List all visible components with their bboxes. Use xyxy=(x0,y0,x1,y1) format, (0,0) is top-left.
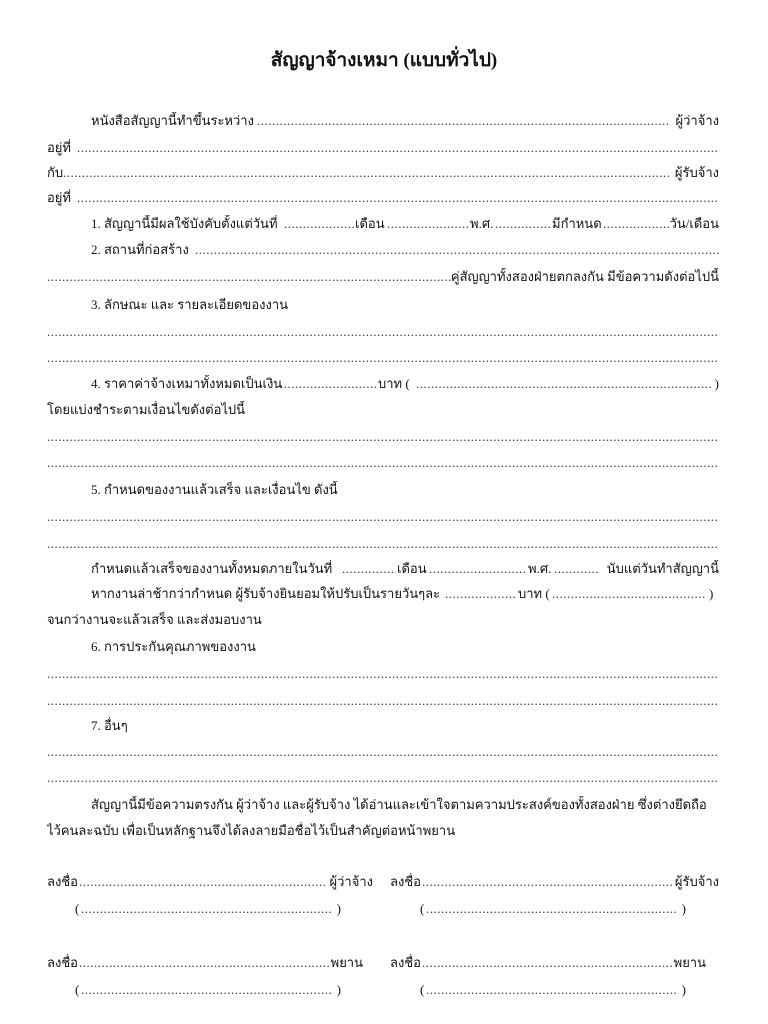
employer-signature xyxy=(47,873,373,891)
deadline-month-blank[interactable] xyxy=(429,560,527,578)
until-label: จนกว่างานจะแล้วเสร็จ และส่งมอบงาน xyxy=(47,612,262,627)
contractor-signature-blank[interactable] xyxy=(422,873,672,891)
witness-1-signature-blank[interactable] xyxy=(79,954,329,972)
clause-5-blank-1 xyxy=(47,508,719,526)
with-label: กับ xyxy=(47,165,64,180)
contractor-address-line xyxy=(47,189,719,207)
deadline-day-blank[interactable] xyxy=(342,560,396,578)
year-label: พ.ศ. xyxy=(470,216,494,231)
clause-7-line xyxy=(91,717,719,735)
employer-printed-blank[interactable] xyxy=(81,900,333,918)
start-day-blank[interactable] xyxy=(284,215,354,233)
clause-5-blank-2 xyxy=(47,535,719,553)
price-blank[interactable] xyxy=(280,375,376,393)
since-label: นับแต่วันทำสัญญานี้ xyxy=(606,561,719,576)
sign-label: ลงชื่อ xyxy=(47,874,78,889)
penalty-line xyxy=(91,585,719,603)
deadline-year-blank[interactable] xyxy=(554,560,600,578)
witness-1-signature xyxy=(47,954,363,972)
open-paren: ( xyxy=(75,982,80,997)
site-blank[interactable] xyxy=(195,241,719,259)
period-unit: วัน/เดือน xyxy=(669,216,719,231)
clause-5-line xyxy=(91,481,719,499)
deadline-lead: กำหนดแล้วเสร็จของงานทั้งหมดภายในวันที่ xyxy=(91,561,333,576)
installment-blank[interactable] xyxy=(47,428,719,446)
installments-line xyxy=(47,401,719,419)
closing-text-1: สัญญานี้มีข้อความตรงกัน ผู้ว่าจ้าง และผู้รับจ้าง ได้อ่านและเข้าใจตามความประสงค์ของทั้งสองฝ่าย ซึ่งต่างยึดถือ xyxy=(91,797,707,812)
close-paren: ) xyxy=(714,376,719,391)
employer-name-blank[interactable] xyxy=(257,112,669,130)
agreement-statement: คู่สัญญาทั้งสองฝ่ายตกลงกัน มีข้อความดังต่อไปนี้ xyxy=(450,269,719,284)
clause-4-blank-2 xyxy=(47,454,719,472)
year-label: พ.ศ. xyxy=(528,561,552,576)
contractor-signature xyxy=(390,873,719,891)
baht-label: บาท ( xyxy=(518,586,550,601)
clause-2-continuation xyxy=(47,268,719,286)
employer-signature-blank[interactable] xyxy=(79,873,327,891)
penalty-words-blank[interactable] xyxy=(552,585,706,603)
address-label: อยู่ที่ xyxy=(47,190,71,205)
witness-2-signature-blank[interactable] xyxy=(422,954,672,972)
clause-6-blank-2 xyxy=(47,692,719,710)
witness-2-printed-name xyxy=(420,981,686,999)
work-detail-blank[interactable] xyxy=(47,323,719,341)
closing-line-1 xyxy=(91,796,719,814)
clause-2-lead: 2. สถานที่ก่อสร้าง xyxy=(91,242,189,257)
contractor-label: ผู้รับจ้าง xyxy=(674,165,719,180)
clause-1-line xyxy=(91,215,719,233)
close-paren: ) xyxy=(336,901,341,916)
contractor-printed-blank[interactable] xyxy=(426,900,678,918)
witness-role: พยาน xyxy=(330,955,363,970)
sign-label: ลงชื่อ xyxy=(390,874,421,889)
deadline-line xyxy=(91,560,719,578)
address-label: อยู่ที่ xyxy=(47,140,71,155)
open-paren: ( xyxy=(75,901,80,916)
closing-line-2 xyxy=(47,822,719,840)
penalty-amount-blank[interactable] xyxy=(445,585,517,603)
sign-label: ลงชื่อ xyxy=(47,955,78,970)
intro-lead: หนังสือสัญญานี้ทำขึ้นระหว่าง xyxy=(91,113,254,128)
clause-3-lead: 3. ลักษณะ และ รายละเอียดของงาน xyxy=(91,297,289,312)
warranty-blank[interactable] xyxy=(47,692,719,710)
witness-1-printed-name xyxy=(75,981,341,999)
other-blank[interactable] xyxy=(47,769,719,787)
installments-label: โดยแบ่งชำระตามเงื่อนไขดังต่อไปนี้ xyxy=(47,402,246,417)
start-year-blank[interactable] xyxy=(495,215,551,233)
until-line xyxy=(47,611,719,629)
employer-role: ผู้ว่าจ้าง xyxy=(329,874,373,889)
clause-6-blank-1 xyxy=(47,665,719,683)
clause-3-line xyxy=(91,296,719,314)
employer-address-line xyxy=(47,139,719,157)
clause-4-blank-1 xyxy=(47,428,719,446)
clause-2-line xyxy=(91,241,719,259)
warranty-blank[interactable] xyxy=(47,665,719,683)
installment-blank[interactable] xyxy=(47,454,719,472)
site-blank-2[interactable] xyxy=(47,268,451,286)
witness-2-printed-blank[interactable] xyxy=(426,981,678,999)
employer-label: ผู้ว่าจ้าง xyxy=(675,113,719,128)
contractor-address-blank[interactable] xyxy=(77,189,719,207)
work-detail-blank[interactable] xyxy=(47,349,719,367)
month-label: เดือน xyxy=(397,561,427,576)
condition-blank[interactable] xyxy=(47,508,719,526)
clause-7-lead: 7. อื่นๆ xyxy=(91,718,128,733)
employer-printed-name xyxy=(75,900,341,918)
baht-label: บาท ( xyxy=(378,376,410,391)
clause-1-lead: 1. สัญญานี้มีผลใช้บังคับตั้งแต่วันที่ xyxy=(91,216,278,231)
witness-2-signature xyxy=(390,954,706,972)
clause-3-blank-1 xyxy=(47,323,719,341)
clause-5-lead: 5. กำหนดของงานแล้วเสร็จ และเงื่อนไข ดังนี้ xyxy=(91,482,338,497)
clause-7-blank-1 xyxy=(47,743,719,761)
employer-address-blank[interactable] xyxy=(77,139,719,157)
clause-6-line xyxy=(91,638,719,656)
witness-role: พยาน xyxy=(673,955,706,970)
start-month-blank[interactable] xyxy=(387,215,469,233)
open-paren: ( xyxy=(420,982,425,997)
document-title: สัญญาจ้างเหมา (แบบทั่วไป) xyxy=(270,50,498,71)
clause-4-lead: 4. ราคาค่าจ้างเหมาทั้งหมดเป็นเงิน xyxy=(91,376,283,391)
closing-text-2: ไว้คนละฉบับ เพื่อเป็นหลักฐานจึงได้ลงลายมือชื่อไว้เป็นสำคัญต่อหน้าพยาน xyxy=(47,823,456,838)
other-blank[interactable] xyxy=(47,743,719,761)
price-words-blank[interactable] xyxy=(416,375,712,393)
period-label: มีกำหนด xyxy=(552,216,602,231)
penalty-lead: หากงานล่าช้ากว่ากำหนด ผู้รับจ้างยินยอมให้ปรับเป็นรายวันๆละ xyxy=(91,586,441,601)
witness-1-printed-blank[interactable] xyxy=(81,981,333,999)
condition-blank[interactable] xyxy=(47,535,719,553)
clause-6-lead: 6. การประกันคุณภาพของงาน xyxy=(91,639,256,654)
sign-label: ลงชื่อ xyxy=(390,955,421,970)
clause-4-line xyxy=(91,375,719,393)
open-paren: ( xyxy=(420,901,425,916)
contractor-role: ผู้รับจ้าง xyxy=(674,874,719,889)
contractor-name-blank[interactable] xyxy=(63,164,671,182)
close-paren: ) xyxy=(681,982,686,997)
contractor-line xyxy=(47,164,719,182)
clause-3-blank-2 xyxy=(47,349,719,367)
month-label: เดือน xyxy=(355,216,385,231)
close-paren: ) xyxy=(709,586,714,601)
close-paren: ) xyxy=(681,901,686,916)
contractor-printed-name xyxy=(420,900,686,918)
clause-7-blank-2 xyxy=(47,769,719,787)
close-paren: ) xyxy=(336,982,341,997)
period-blank[interactable] xyxy=(603,215,669,233)
intro-line xyxy=(91,112,719,130)
